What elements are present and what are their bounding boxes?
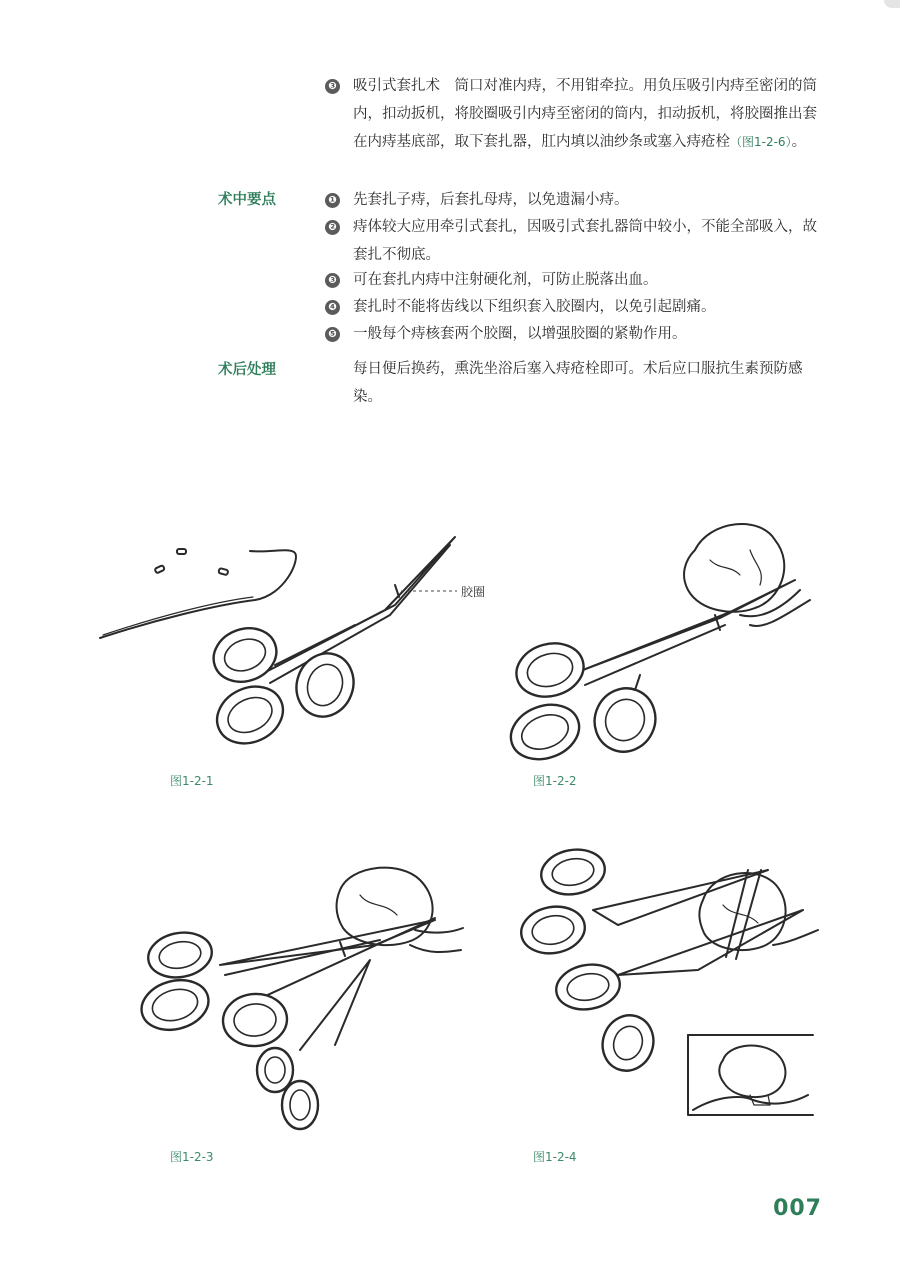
figure-1-2-3	[135, 860, 475, 1130]
procedure-text: 吸引式套扎术 筒口对准内痔，不用钳牵拉。用负压吸引内痔至密闭的筒内，扣动扳机，将胶圈吸引内痔至密闭的筒内，扣动扳机，将胶圈推出套在内痔基底部，取下套扎器，肛内填以油纱条或塞入痔疮栓	[353, 78, 817, 150]
item-marker: ❺	[325, 327, 340, 342]
item-marker: ❸	[325, 273, 340, 288]
figure-1-2-4-caption: 图1-2-4	[533, 1150, 577, 1164]
page-number: 007	[773, 1196, 822, 1221]
procedure-end: 。	[791, 134, 807, 150]
item-marker: ❷	[325, 220, 340, 235]
item-text: 一般每个痔核套两个胶圈，以增强胶圈的紧勒作用。	[353, 326, 687, 342]
figure-1-2-1	[95, 525, 495, 755]
postop-heading: 术后处理	[218, 362, 276, 378]
figure-1-2-1-caption: 图1-2-1	[170, 774, 214, 788]
postop-text: 每日便后换药，熏洗坐浴后塞入痔疮栓即可。术后应口服抗生素预防感染。	[353, 361, 803, 405]
clamping-hemorrhoid-illustration	[510, 520, 830, 760]
figure-1-2-2-caption: 图1-2-2	[533, 774, 577, 788]
corner-decoration	[884, 0, 900, 8]
figure-1-2-4	[518, 845, 818, 1125]
pulling-band-onto-hemorrhoid-illustration	[135, 860, 475, 1130]
step-marker: ❸	[325, 79, 340, 94]
item-text: 套扎时不能将齿线以下组织套入胶圈内，以免引起剧痛。	[353, 299, 716, 315]
item-text: 先套扎子痔，后套扎母痔，以免遗漏小痔。	[353, 192, 629, 208]
item-marker: ❹	[325, 300, 340, 315]
ligation-complete-illustration	[518, 845, 818, 1125]
figure-reference: （图1-2-6）	[730, 135, 792, 149]
item-text: 可在套扎内痔中注射硬化剂，可防止脱落出血。	[353, 272, 658, 288]
intraop-heading: 术中要点	[218, 192, 276, 208]
figure-1-2-2	[510, 520, 830, 760]
figure-1-2-3-caption: 图1-2-3	[170, 1150, 214, 1164]
rubber-band-label: 胶圈	[461, 585, 486, 599]
item-marker: ❶	[325, 193, 340, 208]
item-text: 痔体较大应用牵引式套扎，因吸引式套扎器筒中较小，不能全部吸入，故套扎不彻底。	[353, 219, 817, 263]
clamp-with-rubber-band-illustration	[95, 525, 495, 755]
